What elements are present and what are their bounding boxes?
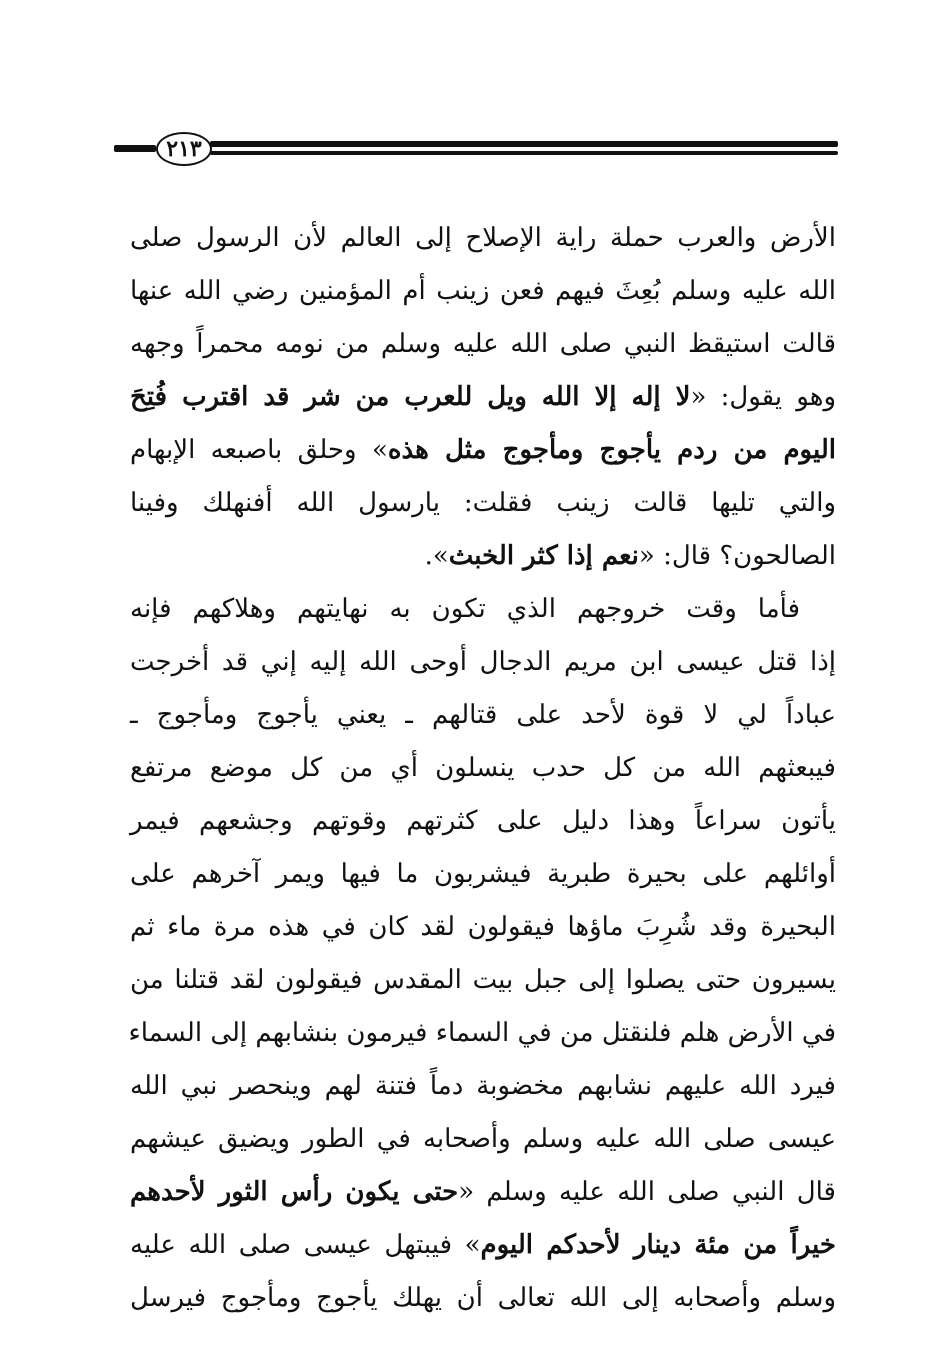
- text-line: يسيرون حتى يصلوا إلى جبل بيت المقدس فيقولون لقد قتلنا من: [130, 965, 836, 995]
- hadith-quote: نعم إذا كثر الخبث: [448, 541, 639, 571]
- hadith-quote: حتى يكون رأس الثور لأحدهم: [130, 1177, 459, 1207]
- text-line: الأرض والعرب حملة راية الإصلاح إلى العالم لأن الرسول صلى: [130, 223, 836, 253]
- hadith-quote: اليوم من ردم يأجوج ومأجوج مثل هذه: [387, 435, 836, 465]
- text-line: قالت استيقظ النبي صلى الله عليه وسلم من نومه محمراً وجهه: [130, 329, 836, 359]
- text-line: اليوم من ردم يأجوج ومأجوج مثل هذه» وحلق باصبعه الإبهام: [130, 435, 836, 465]
- text-line: فأما وقت خروجهم الذي تكون به نهايتهم وهلاكهم فإنه: [130, 594, 800, 624]
- text-line: عباداً لي لا قوة لأحد على قتالهم ـ يعني يأجوج ومأجوج ـ: [130, 700, 836, 730]
- text-line: الله عليه وسلم بُعِثَ فيهم فعن زينب أم المؤمنين رضي الله عنها: [130, 276, 836, 306]
- text-line: الصالحون؟ قال: «نعم إذا كثر الخبث».: [424, 541, 836, 571]
- text-line: إذا قتل عيسى ابن مريم الدجال أوحى الله إليه إني قد أخرجت: [130, 647, 836, 677]
- text-line: عيسى صلى الله عليه وسلم وأصحابه في الطور ويضيق عيشهم: [130, 1124, 836, 1154]
- text-line: خيراً من مئة دينار لأحدكم اليوم» فيبتهل عيسى صلى الله عليه: [130, 1230, 836, 1260]
- header-rule-left: [114, 145, 156, 152]
- text-line: والتي تليها قالت زينب فقلت: يارسول الله أفنهلك وفينا: [130, 488, 836, 518]
- text-line: وهو يقول: «لا إله إلا الله ويل للعرب من شر قد اقترب فُتِحَ: [130, 382, 836, 412]
- text-line: قال النبي صلى الله عليه وسلم «حتى يكون رأس الثور لأحدهم: [130, 1177, 836, 1207]
- text-line: أوائلهم على بحيرة طبرية فيشربون ما فيها ويمر آخرهم على: [130, 859, 836, 889]
- text-line: وسلم وأصحابه إلى الله تعالى أن يهلك يأجوج ومأجوج فيرسل: [130, 1283, 836, 1313]
- text-line: فيبعثهم الله من كل حدب ينسلون أي من كل موضع مرتفع: [130, 753, 836, 783]
- header-rule-thick: [210, 141, 838, 147]
- hadith-quote: لا إله إلا الله ويل للعرب من شر قد اقترب فُتِحَ: [130, 382, 691, 412]
- body-text: [130, 212, 836, 1325]
- text-line: فيرد الله عليهم نشابهم مخضوبة دماً فتنة لهم وينحصر نبي الله: [130, 1071, 836, 1101]
- page-number: ٢١٣: [156, 132, 212, 166]
- text-line: يأتون سراعاً وهذا دليل على كثرتهم وقوتهم وجشعهم فيمر: [130, 806, 836, 836]
- text-line: في الأرض هلم فلنقتل من في السماء فيرمون بنشابهم إلى السماء: [128, 1018, 836, 1048]
- page-header: [114, 132, 838, 168]
- hadith-quote: خيراً من مئة دينار لأحدكم اليوم: [480, 1230, 836, 1260]
- text-line: البحيرة وقد شُرِبَ ماؤها فيقولون لقد كان في هذه مرة ماء ثم: [130, 912, 836, 942]
- header-rule-thin: [210, 151, 838, 155]
